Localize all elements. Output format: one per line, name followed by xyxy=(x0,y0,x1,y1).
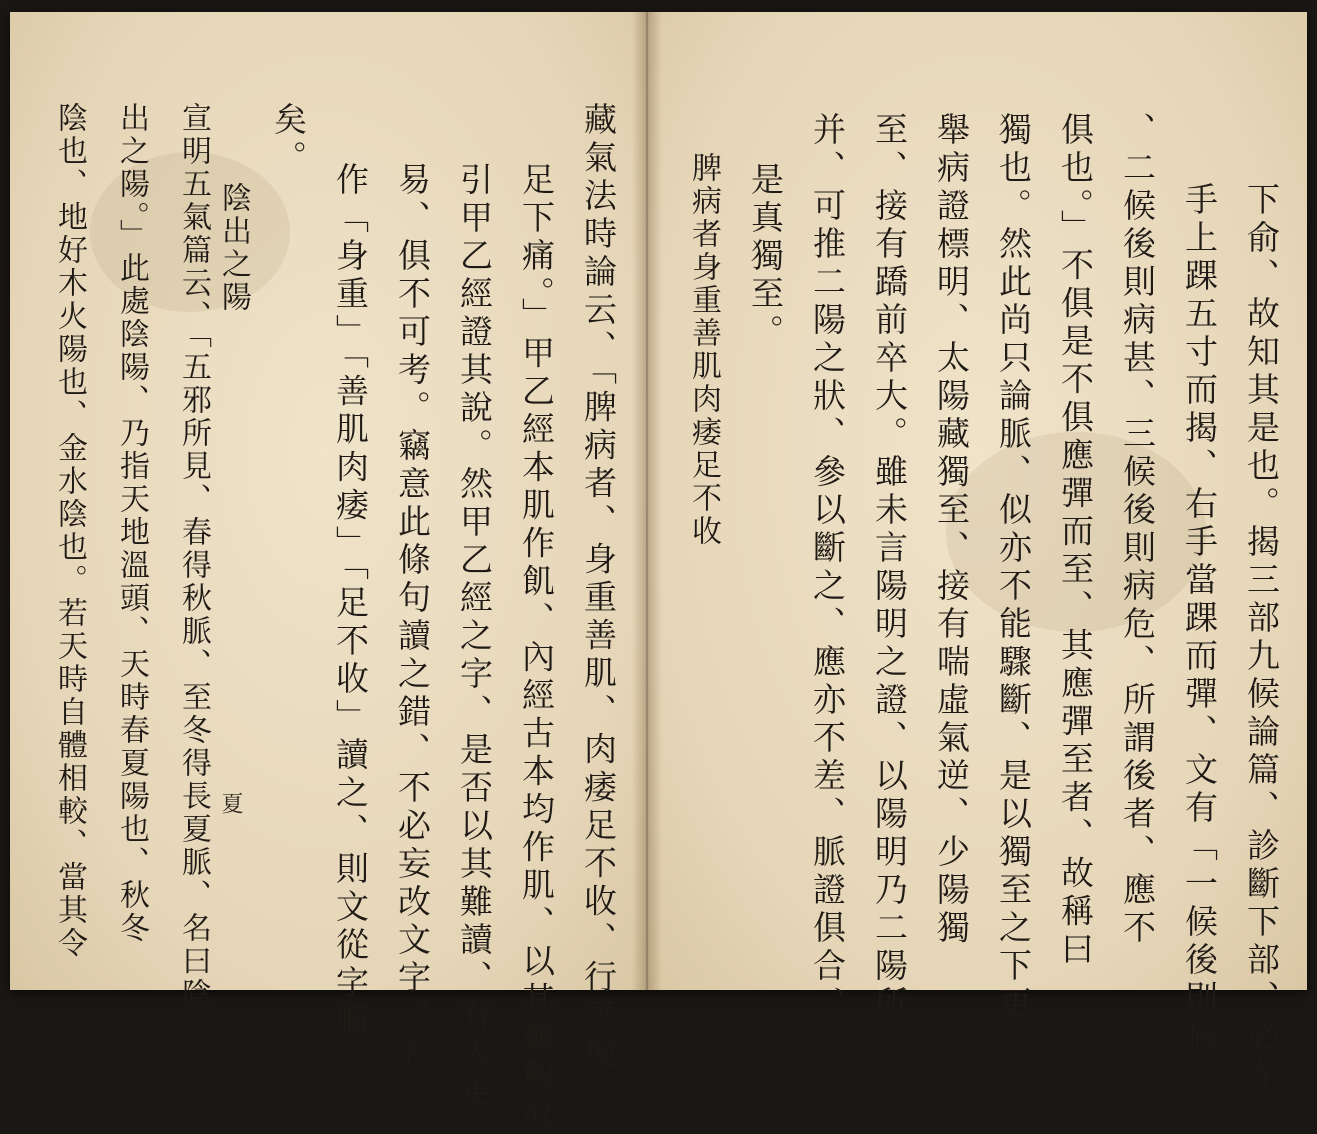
left-column-8: 出之陽。」此處陰陽、乃指天地溫頭、天時春夏陽也、秋冬 xyxy=(114,102,149,945)
right-column-5: 獨也。然此尚只論脈、似亦不能驟斷、是以獨至之下更 xyxy=(994,112,1033,1024)
left-column-3: 引甲乙經證其說。然甲乙經之字、是否以其難讀、有人更 xyxy=(455,162,494,1112)
left-column-2: 足下痛。」甲乙經本肌作飢、內經古本均作肌、以其難解故 xyxy=(517,162,556,1134)
right-column-2: 手上踝五寸而揭、右手當踝而彈、文有「一候後則病 xyxy=(1180,182,1219,1056)
open-book xyxy=(10,12,1307,1134)
right-column-7: 至、接有蹻前卒大。雖未言陽明之證、以陽明乃二陽所 xyxy=(870,112,909,1024)
section-heading: 脾病者身重善肌肉痿足不收 xyxy=(686,152,721,548)
margin-note: 夏 xyxy=(218,792,243,814)
left-page xyxy=(10,12,646,1134)
right-column-4: 俱也。」不俱是不俱應彈而至、其應彈至者、故稱曰 xyxy=(1056,112,1095,970)
left-column-6: 矣。 xyxy=(269,102,308,178)
right-page xyxy=(646,12,1307,1094)
left-column-5: 作「身重」「善肌肉痿」「足不收」讀之、則文從字順 xyxy=(331,162,370,1041)
section-heading: 陰出之陽 xyxy=(216,182,251,314)
right-column-6: 舉病證標明、太陽藏獨至、接有喘虛氣逆、少陽獨 xyxy=(932,112,971,948)
right-column-8: 并、可推二陽之狀、參以斷之、應亦不差、脈證俱合、 xyxy=(808,112,847,1024)
left-column-9: 陰也、地好木火陽也、金水陰也。若天時自體相較、當其令 xyxy=(52,102,87,960)
right-column-1: 下俞、故知其是也。揭三部九候論篇、診斷下部、必左 xyxy=(1242,182,1281,1094)
left-column-4: 易、俱不可考。竊意此條句讀之錯、不必妄改文字、若 xyxy=(393,162,432,1074)
right-column-9: 是真獨至。 xyxy=(746,162,785,352)
left-column-1: 藏氣法時論云、「脾病者、身重善肌、肉痿足不收、行善瘈、 xyxy=(579,102,618,1112)
book-gutter xyxy=(632,12,662,990)
left-column-7: 宣明五氣篇云、「五邪所見、春得秋脈、至冬得長夏脈、名曰陰 xyxy=(176,102,211,1011)
right-column-3: 、二候後則病甚、三候後則病危、所謂後者、應不 xyxy=(1118,112,1157,948)
